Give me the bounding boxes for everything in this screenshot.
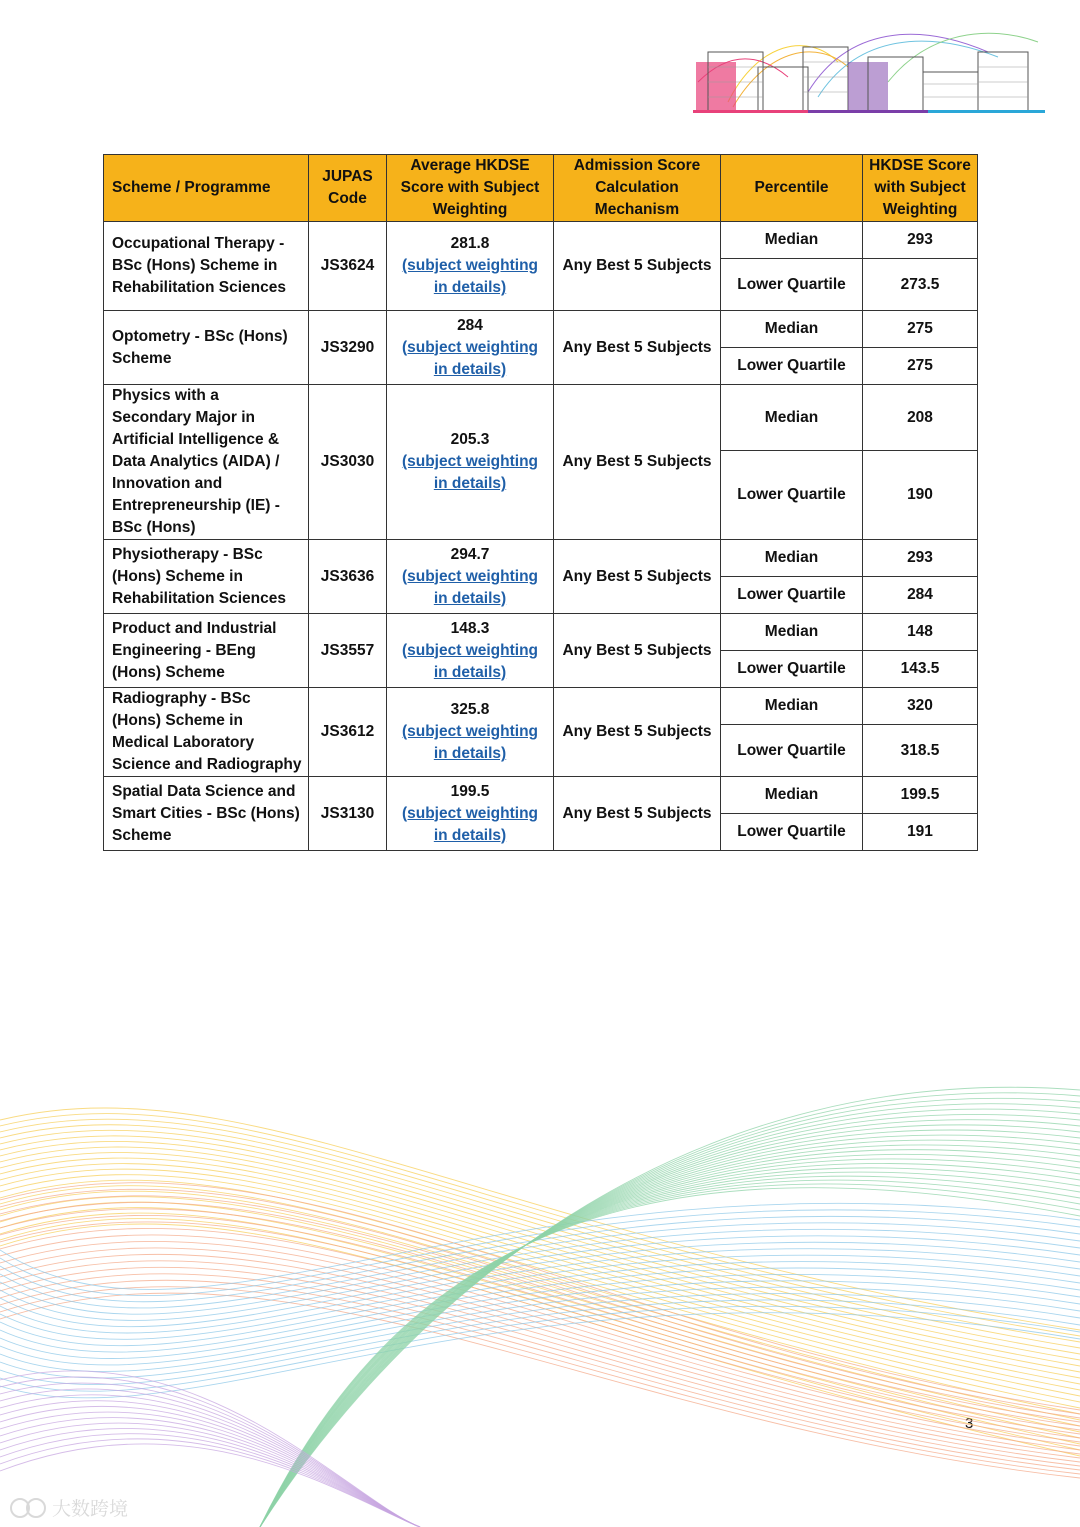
score-lower-quartile-cell: 273.5 bbox=[863, 259, 978, 311]
mechanism-cell: Any Best 5 Subjects bbox=[554, 614, 721, 688]
score-median-cell: 293 bbox=[863, 222, 978, 259]
score-lower-quartile-cell: 191 bbox=[863, 814, 978, 851]
average-score-value: 294.7 bbox=[450, 545, 490, 563]
wave-line bbox=[260, 1120, 1080, 1527]
subject-weighting-link[interactable]: (subject weighting in details) bbox=[401, 641, 539, 681]
score-median-cell: 148 bbox=[863, 614, 978, 651]
score-median-cell: 208 bbox=[863, 385, 978, 451]
programme-cell: Physics with a Secondary Major in Artificial Intelligence & Data Analytics (AIDA) / Innovation and Entrepreneurship (IE) - BSc (Hons) bbox=[104, 385, 309, 540]
average-score-value: 199.5 bbox=[450, 782, 490, 800]
header-programme: Scheme / Programme bbox=[104, 155, 309, 222]
score-median-cell: 293 bbox=[863, 540, 978, 577]
admission-scores-table bbox=[103, 154, 978, 851]
average-score-value: 325.8 bbox=[450, 701, 490, 718]
percentile-median-cell: Median bbox=[721, 614, 863, 651]
average-score-cell bbox=[387, 540, 554, 614]
subject-weighting-link[interactable]: (subject weighting in details) bbox=[401, 723, 539, 762]
mechanism-cell: Any Best 5 Subjects bbox=[554, 540, 721, 614]
subject-weighting-link[interactable]: (subject weighting in details) bbox=[401, 567, 539, 607]
table-row bbox=[104, 385, 978, 451]
score-lower-quartile-cell: 318.5 bbox=[863, 725, 978, 777]
page-number: 3 bbox=[965, 1415, 974, 1432]
table-row bbox=[104, 311, 978, 348]
percentile-lower-quartile-cell: Lower Quartile bbox=[721, 725, 863, 777]
percentile-median-cell: Median bbox=[721, 777, 863, 814]
average-score-value: 148.3 bbox=[450, 619, 490, 637]
percentile-lower-quartile-cell: Lower Quartile bbox=[721, 348, 863, 385]
wave-line bbox=[260, 1130, 1080, 1527]
jupas-code-cell: JS3030 bbox=[309, 385, 387, 540]
jupas-code-cell: JS3130 bbox=[309, 777, 387, 851]
programme-cell: Physiotherapy - BSc (Hons) Scheme in Rehabilitation Sciences bbox=[104, 540, 309, 614]
score-median-cell: 320 bbox=[863, 688, 978, 725]
jupas-code-cell: JS3557 bbox=[309, 614, 387, 688]
average-score-value: 284 bbox=[457, 316, 483, 334]
subject-weighting-link[interactable]: (subject weighting in details) bbox=[401, 257, 539, 296]
wave-line bbox=[0, 1254, 1080, 1454]
jupas-code-cell: JS3612 bbox=[309, 688, 387, 777]
percentile-lower-quartile-cell: Lower Quartile bbox=[721, 577, 863, 614]
table-row bbox=[104, 777, 978, 814]
table-row bbox=[104, 688, 978, 725]
mechanism-cell: Any Best 5 Subjects bbox=[554, 311, 721, 385]
subject-weighting-link[interactable]: (subject weighting in details) bbox=[401, 453, 539, 492]
percentile-median-cell: Median bbox=[721, 688, 863, 725]
subject-weighting-link[interactable]: (subject weighting in details) bbox=[401, 338, 539, 378]
subject-weighting-link[interactable]: (subject weighting in details) bbox=[401, 804, 539, 844]
header-average-score: Average HKDSE Score with Subject Weighting bbox=[387, 155, 554, 222]
table-row bbox=[104, 222, 978, 259]
percentile-lower-quartile-cell: Lower Quartile bbox=[721, 259, 863, 311]
average-score-cell bbox=[387, 222, 554, 311]
header-percentile: Percentile bbox=[721, 155, 863, 222]
percentile-lower-quartile-cell: Lower Quartile bbox=[721, 814, 863, 851]
score-lower-quartile-cell: 275 bbox=[863, 348, 978, 385]
wave-line bbox=[260, 1093, 1080, 1527]
wave-line bbox=[0, 1261, 1080, 1458]
average-score-cell bbox=[387, 688, 554, 777]
programme-cell: Spatial Data Science and Smart Cities - BSc (Hons) Scheme bbox=[104, 777, 309, 851]
wave-line bbox=[0, 1119, 1080, 1342]
percentile-lower-quartile-cell: Lower Quartile bbox=[721, 451, 863, 540]
programme-cell: Product and Industrial Engineering - BEng (Hons) Scheme bbox=[104, 614, 309, 688]
score-median-cell: 275 bbox=[863, 311, 978, 348]
average-score-cell bbox=[387, 311, 554, 385]
watermark-logo bbox=[8, 1494, 158, 1522]
mechanism-cell: Any Best 5 Subjects bbox=[554, 385, 721, 540]
score-lower-quartile-cell: 143.5 bbox=[863, 651, 978, 688]
programme-cell: Optometry - BSc (Hons) Scheme bbox=[104, 311, 309, 385]
average-score-cell bbox=[387, 385, 554, 540]
wave-line bbox=[0, 1203, 1080, 1289]
header-score: HKDSE Score with Subject Weighting bbox=[863, 155, 978, 222]
jupas-code-cell: JS3636 bbox=[309, 540, 387, 614]
jupas-code-cell: JS3624 bbox=[309, 222, 387, 311]
wave-line bbox=[0, 1287, 1080, 1371]
table-row bbox=[104, 614, 978, 651]
mechanism-cell: Any Best 5 Subjects bbox=[554, 688, 721, 777]
wave-line bbox=[0, 1280, 1080, 1470]
score-lower-quartile-cell: 190 bbox=[863, 451, 978, 540]
header-mechanism: Admission Score Calculation Mechanism bbox=[554, 155, 721, 222]
programme-cell: Radiography - BSc (Hons) Scheme in Medical Laboratory Science and Radiography bbox=[104, 688, 309, 777]
programme-cell: Occupational Therapy - BSc (Hons) Scheme in Rehabilitation Sciences bbox=[104, 222, 309, 311]
wave-line bbox=[260, 1150, 1080, 1527]
percentile-median-cell: Median bbox=[721, 311, 863, 348]
average-score-cell bbox=[387, 614, 554, 688]
jupas-code-cell: JS3290 bbox=[309, 311, 387, 385]
watermark-text: 大数跨境 bbox=[52, 1498, 129, 1520]
header-jupas-code: JUPAS Code bbox=[309, 155, 387, 222]
percentile-lower-quartile-cell: Lower Quartile bbox=[721, 651, 863, 688]
average-score-value: 281.8 bbox=[450, 235, 490, 252]
average-score-cell bbox=[387, 777, 554, 851]
wave-line bbox=[0, 1197, 1080, 1426]
score-lower-quartile-cell: 284 bbox=[863, 577, 978, 614]
table-header-row bbox=[104, 155, 978, 222]
percentile-median-cell: Median bbox=[721, 222, 863, 259]
table-row bbox=[104, 540, 978, 577]
score-median-cell: 199.5 bbox=[863, 777, 978, 814]
mechanism-cell: Any Best 5 Subjects bbox=[554, 222, 721, 311]
campus-banner-graphic bbox=[688, 22, 1050, 140]
mechanism-cell: Any Best 5 Subjects bbox=[554, 777, 721, 851]
wave-line bbox=[260, 1145, 1080, 1527]
percentile-median-cell: Median bbox=[721, 540, 863, 577]
average-score-value: 205.3 bbox=[450, 431, 490, 448]
percentile-median-cell: Median bbox=[721, 385, 863, 451]
wave-lines-decoration bbox=[0, 1080, 1080, 1527]
